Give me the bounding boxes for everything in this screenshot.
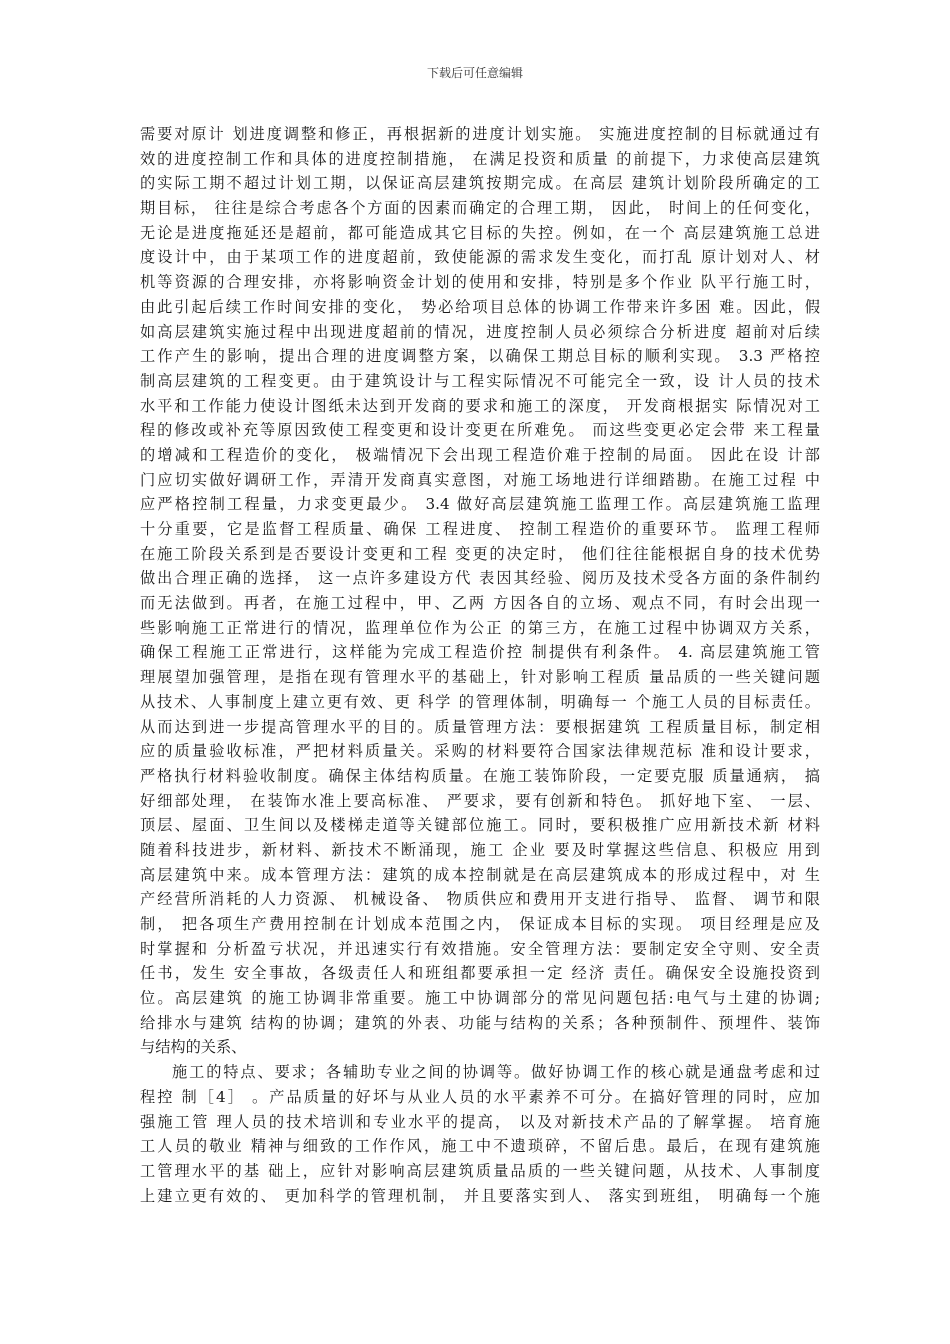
text-line: 高层建筑中来。成本管理方法：建筑的成本控制就是在高层建筑成本的形成过程中，对 生 [140,865,820,884]
text-line: 与结构的关系、 [140,1038,247,1057]
text-line: 随着科技进步，新材料、新技术不断涌现，施工 企业 要及时掌握这些信息、积极应 用到 [140,840,820,859]
text-line: 强施工管 理人员的技术培训和专业水平的提高， 以及对新技术产品的了解掌握。 培育施 [140,1112,820,1131]
text-line: 程控 制［4］ 。产品质量的好坏与从业人员的水平素养不可分。在搞好管理的同时，应加 [140,1087,820,1106]
text-line: 理展望加强管理，是指在现有管理水平的基础上，针对影响工程质 量品质的一些关键问题 [140,668,820,687]
text-line: 制， 把各项生产费用控制在计划成本范围之内， 保证成本目标的实现。 项目经理是应及 [140,915,820,933]
text-line: 应严格控制工程量，力求变更最少。 3.4 做好高层建筑施工监理工作。高层建筑施工监理 [140,495,820,514]
text-line: 做出合理正确的选择， 这一点许多建设方代 表因其经验、阅历及技术受各方面的条件制约 [140,569,820,588]
text-line: 给排水与建筑 结构的协调；建筑的外表、功能与结构的关系；各种预制件、预埋件、装饰 [140,1013,820,1032]
text-line: 工作产生的影响，提出合理的进度调整方案，以确保工期总目标的顺利实现。 3.3 严格控 [140,347,820,366]
text-line: 应的质量验收标准，严把材料质量关。采购的材料要符合国家法律规范标 准和设计要求， [140,742,820,761]
text-line: 工人员的敬业 精神与细致的工作作风，施工中不遗琐碎，不留后患。最后，在现有建筑施 [140,1137,820,1156]
text-line: 顶层、屋面、卫生间以及楼梯走道等关键部位施工。同时，要积极推广应用新技术新 材料 [140,816,820,835]
paragraph-2 [140,1060,820,1208]
text-line: 机等资源的合理安排，亦将影响资金计划的使用和安排，特别是多个作业 队平行施工时， [140,273,820,292]
text-line: 如高层建筑实施过程中出现进度超前的情况，进度控制人员必须综合分析进度 超前对后续 [140,322,820,341]
text-line: 时掌握和 分析盈亏状况，并迅速实行有效措施。安全管理方法：要制定安全守则、安全责 [140,939,820,958]
text-line: 的增减和工程造价的变化， 极端情况下会出现工程造价难于控制的局面。 因此在设 计部 [140,445,820,464]
page-header: 下载后可任意编辑 [426,66,523,80]
text-line: 程的修改或补充等原因致使工程变更和设计变更在所难免。 而这些变更必定会带 来工程量 [140,421,820,440]
text-line: 而无法做到。再者，在施工过程中，甲、乙两 方因各自的立场、观点不同，有时会出现一 [140,594,820,613]
text-line: 由此引起后续工作时间安排的变化， 势必给项目总体的协调工作带来许多困 难。因此，假 [140,297,820,316]
text-line: 好细部处理， 在装饰水准上要高标准、 严要求，要有创新和特色。 抓好地下室、 一层、 [140,791,820,810]
text-line: 门应切实做好调研工作，弄清开发商真实意图，对施工场地进行详细踏勘。在施工过程 中 [140,470,820,489]
text-line: 产经营所消耗的人力资源、 机械设备、 物质供应和费用开支进行指导、 监督、 调节和限 [140,890,820,909]
text-line: 无论是进度拖延还是超前，都可能造成其它目标的失控。例如，在一个 高层建筑施工总进 [140,223,820,242]
text-line: 从而达到进一步提高管理水平的目的。质量管理方法：要根据建筑 工程质量目标，制定相 [140,717,820,736]
text-line: 从技术、人事制度上建立更有效、更 科学 的管理体制，明确每一 个施工人员的目标责任。 [140,692,820,711]
text-line: 效的进度控制工作和具体的进度控制措施， 在满足投资和质量 的前提下，力求使高层建筑 [140,149,820,168]
document-body [140,122,820,1208]
text-line: 水平和工作能力使设计图纸未达到开发商的要求和施工的深度， 开发商根据实 际情况对工 [140,396,820,415]
paragraph-1 [140,122,820,1060]
text-line: 期目标， 往往是综合考虑各个方面的因素而确定的合理工期， 因此， 时间上的任何变化， [140,199,820,218]
text-line: 些影响施工正常进行的情况，监理单位作为公正 的第三方，在施工过程中协调双方关系， [140,618,820,637]
text-line: 度设计中，由于某项工作的进度超前，致使能源的需求发生变化，而打乱 原计划对人、材 [140,248,820,267]
text-line: 严格执行材料验收制度。确保主体结构质量。在施工装饰阶段，一定要克服 质量通病， 搞 [140,766,820,785]
text-line: 在施工阶段关系到是否要设计变更和工程 变更的决定时， 他们往往能根据自身的技术优势 [140,544,820,563]
text-line: 位。高层建筑 的施工协调非常重要。施工中协调部分的常见问题包括:电气与土建的协调; [140,989,820,1008]
text-line: 需要对原计 划进度调整和修正，再根据新的进度计划实施。 实施进度控制的目标就通过有 [140,125,820,143]
text-line: 制高层建筑的工程变更。由于建筑设计与工程实际情况不可能完全一致，设 计人员的技术 [140,371,820,390]
text-line: 工管理水平的基 础上，应针对影响高层建筑质量品质的一些关键问题，从技术、人事制度 [140,1161,820,1180]
text-line: 任书，发生 安全事故，各级责任人和班组都要承担一定 经济 责任。确保安全设施投资到 [140,964,820,983]
text-line: 施工的特点、要求；各辅助专业之间的协调等。做好协调工作的核心就是通盘考虑和过 [172,1063,820,1082]
text-line: 的实际工期不超过计划工期，以保证高层建筑按期完成。在高层 建筑计划阶段所确定的工 [140,174,820,193]
text-line: 上建立更有效的、 更加科学的管理机制， 并且要落实到人、 落实到班组， 明确每一个施 [140,1186,820,1205]
text-line: 十分重要，它是监督工程质量、确保 工程进度、 控制工程造价的重要环节。 监理工程师 [140,520,820,538]
text-line: 确保工程施工正常进行，这样能为完成工程造价控 制提供有利条件。 4. 高层建筑施工管 [140,643,820,662]
